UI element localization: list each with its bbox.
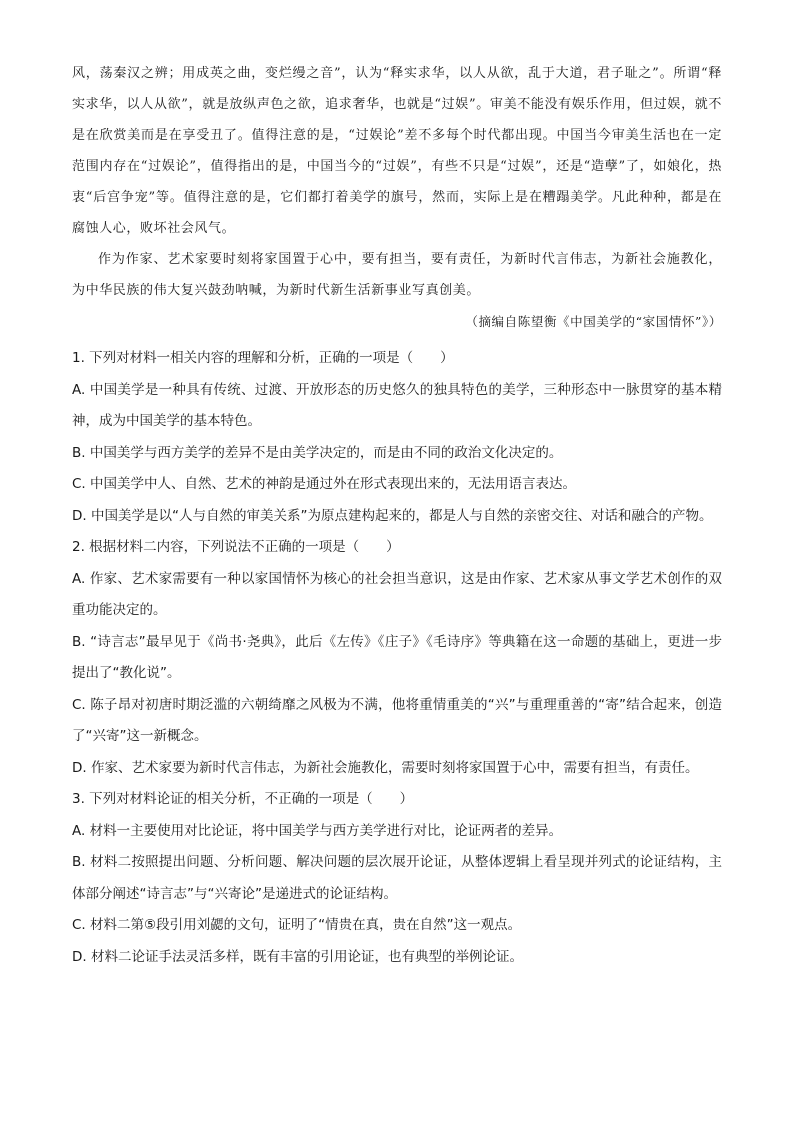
option-c: C. 陈子昂对初唐时期泛滥的六朝绮靡之风极为不满，他将重情重美的“兴”与重理重善的“寄”结合起来，创造了“兴寄”这一新概念。	[72, 696, 722, 744]
option-a: A. 作家、艺术家需要有一种以家国情怀为核心的社会担当意识，这是由作家、艺术家从事文学艺术创作的双重功能决定的。	[72, 570, 722, 618]
option-c: C. 中国美学中人、自然、艺术的神韵是通过外在形式表现出来的，无法用语言表达。	[72, 476, 577, 492]
question-stem: 1. 下列对材料一相关内容的理解和分析，正确的一项是（ ）	[72, 350, 454, 366]
question-stem: 3. 下列对材料论证的相关分析，不正确的一项是（ ）	[72, 791, 414, 807]
passage-paragraph: 作为作家、艺术家要时刻将家国置于心中，要有担当，要有责任，为新时代言伟志，为新社会施教化，为中华民族的伟大复兴鼓劲呐喊，为新时代新生活新事业写真创美。	[72, 252, 722, 298]
reading-passage	[72, 58, 722, 337]
option-a: A. 材料一主要使用对比论证，将中国美学与西方美学进行对比，论证两者的差异。	[72, 822, 563, 839]
option-b: B. 中国美学与西方美学的差异不是由美学决定的，而是由不同的政治文化决定的。	[72, 444, 563, 461]
option-d: D. 材料二论证手法灵活多样，既有丰富的引用论证，也有典型的举例论证。	[72, 948, 523, 965]
question-list	[72, 343, 722, 973]
option-b: B. 材料二按照提出问题、分析问题、解决问题的层次展开论证，从整体逻辑上看呈现并列式的论证结构，主体部分阐述“诗言志”与“兴寄论”是递进式的论证结构。	[72, 854, 722, 902]
option-d: D. 中国美学是以“人与自然的审美关系”为原点建构起来的，都是人与自然的亲密交往、对话和融合的产物。	[72, 507, 713, 524]
question-2	[72, 532, 722, 784]
option-d: D. 作家、艺术家要为新时代言伟志，为新社会施教化，需要时刻将家国置于心中，需要有担当，有责任。	[72, 759, 699, 776]
option-c: C. 材料二第⑤段引用刘勰的文句，证明了“情贵在真，贵在自然”这一观点。	[72, 917, 522, 933]
question-3	[72, 784, 722, 973]
option-a: A. 中国美学是一种具有传统、过渡、开放形态的历史悠久的独具特色的美学，三种形态中一脉贯穿的基本精神，成为中国美学的基本特色。	[72, 381, 722, 429]
passage-paragraph: 风，荡秦汉之辨；用成英之曲，变烂缦之音”，认为“释实求华，以人从欲，乱于大道，君子耻之”。所谓“释实求华，以人从欲”，就是放纵声色之欲，追求奢华，也就是“过娱”。审美不能没有娱乐作用，但过娱，就不是在欣赏美而是在享受丑了。值得注意的是，“过娱论”差不多每个时代都出现。中国当今审美生活也在一定范围内存在“过娱论”，值得指出的是，中国当今的“过娱”，有些不只是“过娱”，还是“造孽”了，如娘化，热衷“后宫争宠”等。值得注意的是，它们都打着美学的旗号，然而，实际上是在糟蹋美学。凡此种种，都是在腐蚀人心，败坏社会风气。	[72, 66, 722, 236]
question-1	[72, 343, 722, 532]
passage-source: （摘编自陈望衡《中国美学的“家国情怀”》）	[465, 314, 722, 329]
option-b: B. “诗言志”最早见于《尚书·尧典》，此后《左传》《庄子》《毛诗序》等典籍在这一命题的基础上，更进一步提出了“教化说”。	[72, 633, 722, 681]
question-stem: 2. 根据材料二内容，下列说法不正确的一项是（ ）	[72, 539, 400, 555]
